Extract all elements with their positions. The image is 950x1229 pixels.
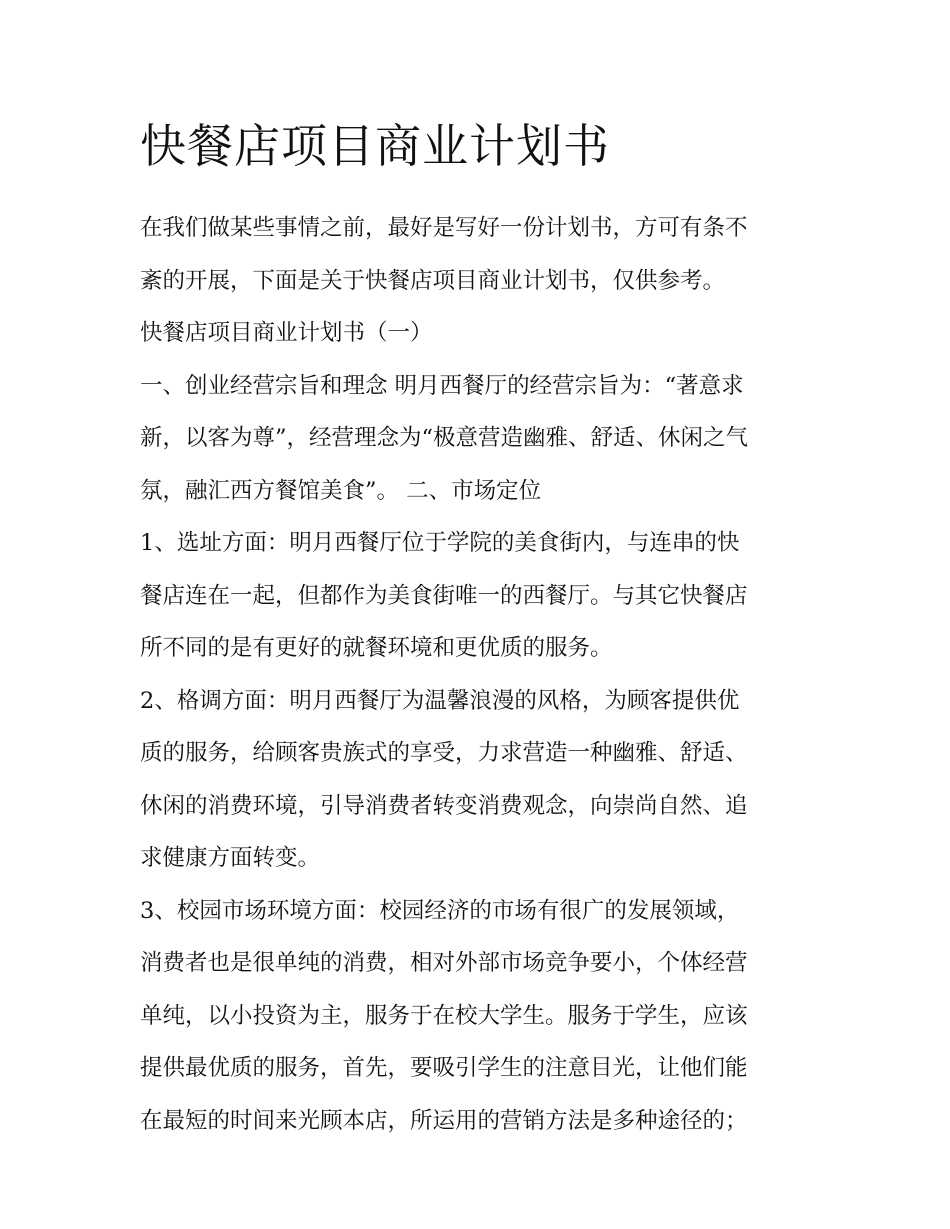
- text-line: 在最短的时间来光顾本店，所运用的营销方法是多种途径的；: [140, 1107, 748, 1134]
- document-content: [140, 114, 820, 1147]
- text-line: 新，以客为尊”，经营理念为“极意营造幽雅、舒适、休闲之气: [140, 425, 749, 451]
- text-line: 一、创业经营宗旨和理念 明月西餐厅的经营宗旨为：“著意求: [140, 372, 744, 399]
- text-line: 快餐店项目商业计划书（一）: [140, 320, 433, 346]
- text-line: 单纯，以小投资为主，服务于在校大学生。服务于学生，应该: [140, 1002, 748, 1029]
- text-line: 2、格调方面：明月西餐厅为温馨浪漫的风格，为顾客提供优: [140, 687, 740, 714]
- text-line: 提供最优质的服务，首先，要吸引学生的注意目光，让他们能: [140, 1055, 748, 1081]
- intro-paragraph: [140, 202, 820, 307]
- location-paragraph: [140, 517, 820, 675]
- section-heading: [140, 307, 820, 360]
- style-paragraph: [140, 675, 820, 885]
- text-line: 求健康方面转变。: [140, 845, 321, 871]
- text-line: 紊的开展，下面是关于快餐店项目商业计划书，仅供参考。: [140, 267, 726, 294]
- text-line: 所不同的是有更好的就餐环境和更优质的服务。: [140, 635, 613, 661]
- text-line: 质的服务，给顾客贵族式的享受，力求营造一种幽雅、舒适、: [140, 740, 748, 766]
- text-line: 3、校园市场环境方面：校园经济的市场有很广的发展领域，: [140, 897, 740, 924]
- text-line: 消费者也是很单纯的消费，相对外部市场竞争要小，个体经营: [140, 950, 748, 976]
- text-line: 在我们做某些事情之前，最好是写好一份计划书，方可有条不: [140, 215, 748, 241]
- document-title: 快餐店项目商业计划书: [140, 119, 610, 173]
- text-line: 餐店连在一起，但都作为美食街唯一的西餐厅。与其它快餐店: [140, 582, 748, 609]
- text-line: 氛，融汇西方餐馆美食”。 二、市场定位: [140, 477, 542, 504]
- business-philosophy-paragraph: [140, 360, 820, 518]
- campus-market-paragraph: [140, 885, 820, 1148]
- text-line: 休闲的消费环境，引导消费者转变消费观念，向崇尚自然、追: [140, 792, 748, 819]
- document-body: [140, 202, 820, 1147]
- text-line: 1、选址方面：明月西餐厅位于学院的美食街内，与连串的快: [140, 530, 740, 556]
